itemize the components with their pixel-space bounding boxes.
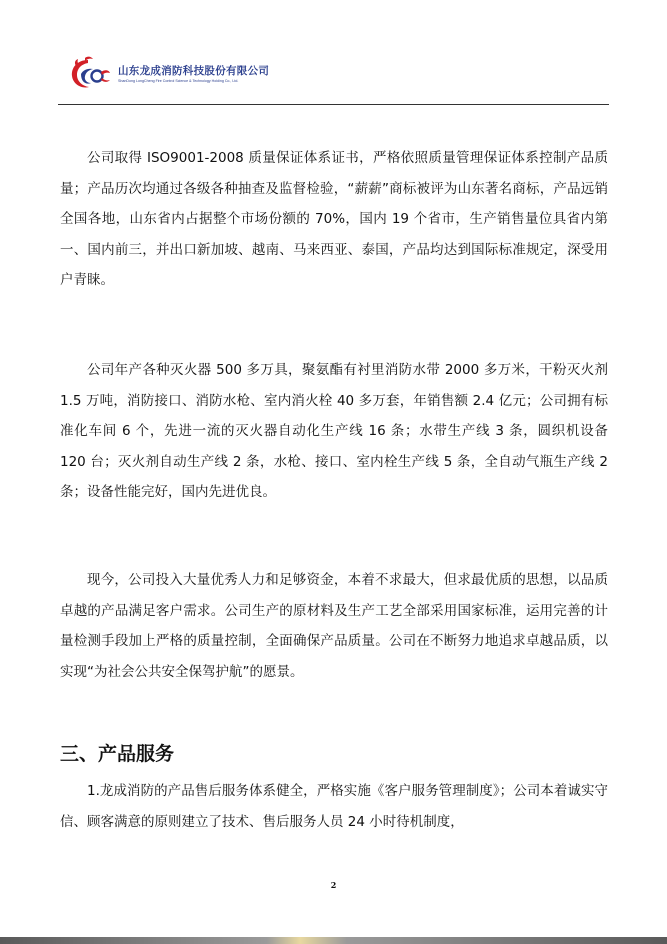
body-paragraph-company-vision: 现今，公司投入大量优秀人力和足够资金，本着不求最大，但求最优质的思想，以品质卓越的产品满足客户需求。公司生产的原材料及生产工艺全部采用国家标准，运用完善的计量检测手段加上严格的质量控制，全面确保产品质量。公司在不断努力地追求卓越品质，以实现“为社会公共安全保驾护航”的愿景。 [60, 572, 608, 680]
company-name-en: ShanDong LongCheng Fire Control Science & Technology Holding Co., Ltd. [118, 79, 239, 83]
page-number: 2 [330, 880, 337, 890]
longcheng-logo-icon [68, 56, 112, 92]
body-paragraph-after-sales-service: 1.龙成消防的产品售后服务体系健全，严格实施《客户服务管理制度》；公司本着诚实守信、顾客满意的原则建立了技术、售后服务人员 24 小时待机制度， [60, 783, 608, 830]
section-heading-product-service: 三、产品服务 [60, 743, 175, 765]
header-divider [58, 104, 609, 105]
body-paragraph-production-capacity: 公司年产各种灭火器 500 多万具，聚氨酯有衬里消防水带 2000 多万米，干粉灭火剂 1.5 万吨，消防接口、消防水枪、室内消火栓 40 多万套，年销售额 2.4 亿元；公司拥有标准化车间 6 个，先进一流的灭火器自动化生产线 16 条；水带生产线 3 条，圆织机设备 120 台；灭火剂自动生产线 2 条，水枪、接口、室内栓生产线 5 条，全自动气瓶生产线 2 条；设备性能完好，国内先进优良。 [60, 362, 608, 500]
viewer-bottom-bar [0, 937, 667, 944]
company-name-cn: 山东龙成消防科技股份有限公司 [118, 65, 270, 77]
page-header [68, 56, 318, 92]
body-paragraph-quality-certification: 公司取得 ISO9001-2008 质量保证体系证书，严格依照质量管理保证体系控制产品质量；产品历次均通过各级各种抽查及监督检验，“薪薪”商标被评为山东著名商标，产品远销全国各地，山东省内占据整个市场份额的 70%，国内 19 个省市，生产销售量位具省内第一、国内前三，并出口新加坡、越南、马来西亚、泰国，产品均达到国际标准规定，深受用户青睐。 [60, 150, 608, 288]
